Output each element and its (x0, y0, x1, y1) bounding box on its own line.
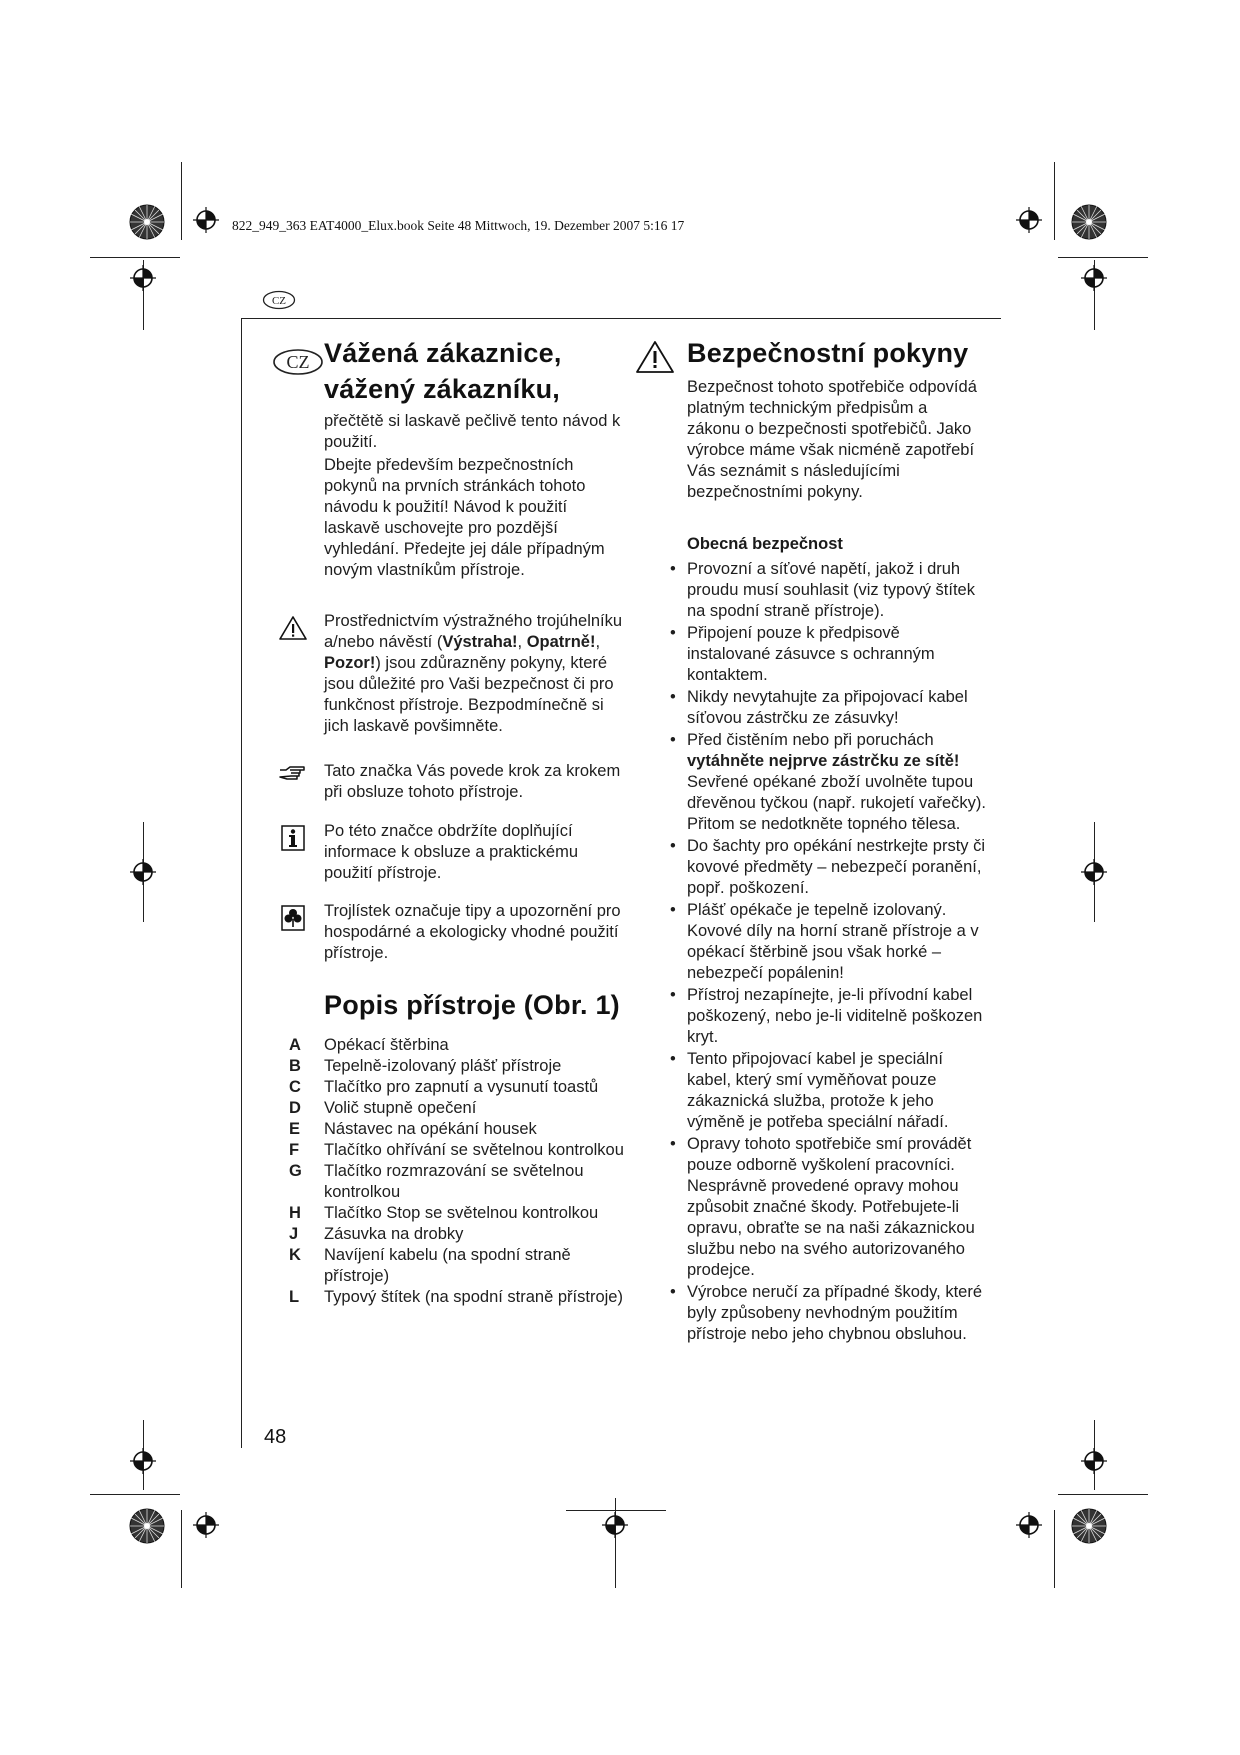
parts-item (272, 1203, 632, 1224)
color-wheel-mark (129, 1508, 165, 1544)
registration-mark (1016, 207, 1042, 233)
parts-letter: D (289, 1099, 301, 1117)
parts-text: Navíjení kabelu (na spodní straně přístroje) (324, 1246, 571, 1285)
parts-title: Popis přístroje (Obr. 1) (324, 990, 620, 1020)
crop-line (1058, 257, 1148, 258)
parts-item (272, 1119, 632, 1140)
registration-mark (130, 265, 156, 291)
greeting-title-line2: vážený zákazníku, (324, 374, 561, 404)
print-header: 822_949_363 EAT4000_Elux.book Seite 48 Mittwoch, 19. Dezember 2007 5:16 17 (232, 218, 685, 233)
warning-text-before: Prostřednictvím výstražného trojúhelníku a/nebo návěstí ( (324, 612, 623, 651)
registration-mark (130, 859, 156, 885)
safety-bullet: • Připojení pouze k předpisově instalované zásuvce s ochranným kontaktem. (687, 623, 987, 686)
parts-letter: K (289, 1246, 301, 1264)
symbol-warning-text (324, 611, 624, 737)
warning-triangle-icon (278, 615, 308, 641)
color-wheel-mark (129, 204, 165, 240)
parts-item (272, 1287, 632, 1308)
safety-heading (687, 335, 997, 371)
parts-text: Typový štítek (na spodní straně přístroje) (324, 1288, 623, 1306)
warning-word-pozor: Pozor! (324, 654, 376, 672)
parts-text: Tepelně-izolovaný plášť přístroje (324, 1057, 562, 1075)
parts-heading (324, 987, 634, 1023)
crop-line (181, 162, 182, 240)
symbol-info-text: Po této značce obdržíte doplňující informace k obsluze a praktickému použití přístroje. (324, 822, 579, 882)
parts-text: Tlačítko pro zapnutí a vysunutí toastů (324, 1078, 599, 1096)
parts-letter: F (289, 1141, 300, 1159)
registration-mark (1081, 859, 1107, 885)
crop-line (181, 1510, 182, 1588)
warning-triangle-icon (635, 340, 675, 374)
warning-text-after: ) jsou zdůrazněny pokyny, které jsou důležité pro Vaši bezpečnost či pro funkčnost přístroje. Bezpodmínečně si jich laskavě povšimněte. (324, 654, 614, 735)
crop-line (1054, 162, 1055, 240)
clover-icon (278, 905, 308, 931)
parts-letter: B (289, 1057, 301, 1075)
pointing-hand-icon (278, 761, 308, 787)
registration-mark (1081, 1448, 1107, 1474)
greeting-paragraph: Dbejte především bezpečnostních pokynů na prvních stránkách tohoto návodu k použití! Návod k použití laskavě uschovejte pro pozdější vyhledání. Předejte jej dále případným novým vlastníkům přístroje. (324, 456, 605, 579)
greeting-intro (324, 411, 624, 583)
safety-bullet: • Provozní a síťové napětí, jakož i druh proudu musí souhlasit (viz typový štítek na spodní straně přístroje). (687, 559, 987, 622)
parts-list (272, 1035, 632, 1308)
parts-item (272, 1077, 632, 1098)
safety-bullet: • Opravy tohoto spotřebiče smí provádět pouze odborně vyškolení pracovníci. Nesprávně provedené opravy mohou způsobit značné škody. Potřebujete-li opravu, obraťte se na naši zákaznickou službu nebo na svého autorizovaného prodejce. (687, 1134, 987, 1281)
bullet-text-after: Sevřené opékané zboží uvolněte tupou dřevěnou tyčkou (např. rukojetí vařečky). Přitom se nedotkněte topného tělesa. (687, 773, 986, 833)
warning-word-vystraha: Výstraha! (442, 633, 518, 651)
parts-text: Opékací štěrbina (324, 1036, 449, 1054)
frame-left-line (241, 318, 242, 1448)
language-badge (272, 348, 324, 376)
language-badge-small (262, 290, 296, 310)
parts-text: Nástavec na opékání housek (324, 1120, 537, 1138)
crop-line (1054, 1510, 1055, 1588)
symbol-step-text: Tato značka Vás povede krok za krokem při obsluze tohoto přístroje. (324, 762, 621, 801)
registration-mark (602, 1512, 628, 1538)
registration-mark (193, 207, 219, 233)
safety-bullet: • Výrobce neručí za případné škody, které byly způsobeny nevhodným použitím přístroje nebo jeho chybnou obsluhou. (687, 1282, 987, 1345)
svg-text:CZ: CZ (271, 295, 287, 307)
safety-bullet: • Tento připojovací kabel je speciální kabel, který smí vyměňovat pouze zákaznická služba, protože k jeho výměně je potřeba speciální nářadí. (687, 1049, 987, 1133)
registration-mark (1016, 1512, 1042, 1538)
parts-item (272, 1098, 632, 1119)
parts-letter: J (289, 1225, 299, 1243)
page-number: 48 (264, 1426, 287, 1448)
color-wheel-mark (1071, 1508, 1107, 1544)
registration-mark (1081, 265, 1107, 291)
separator: , (517, 633, 527, 651)
registration-mark (193, 1512, 219, 1538)
parts-item (272, 1245, 632, 1287)
parts-item (272, 1161, 632, 1203)
symbol-tip-text: Trojlístek označuje tipy a upozornění pro hospodárné a ekologicky vhodné použití přístroje. (324, 902, 621, 962)
bullet-text-before: Před čistěním nebo při poruchách (687, 731, 934, 749)
parts-letter: C (289, 1078, 301, 1096)
parts-text: Tlačítko Stop se světelnou kontrolkou (324, 1204, 599, 1222)
crop-line (1058, 1494, 1148, 1495)
crop-line (566, 1510, 666, 1511)
parts-letter: A (289, 1036, 301, 1054)
crop-line (90, 1494, 180, 1495)
parts-item (272, 1035, 632, 1056)
separator: , (595, 633, 601, 651)
safety-bullet: • Přístroj nezapínejte, je-li přívodní kabel poškozený, nebo je-li viditelně poškozen kryt. (687, 985, 987, 1048)
greeting-heading (324, 335, 634, 407)
general-safety-heading: Obecná bezpečnost (687, 535, 843, 553)
registration-mark (130, 1448, 156, 1474)
safety-intro: Bezpečnost tohoto spotřebiče odpovídá platným technickým předpisům a zákonu o bezpečnosti spotřebičů. Jako výrobce máme však nicméně zapotřebí Vás seznámit s následujícími bezpečnostními pokyny. (687, 378, 977, 501)
parts-item (272, 1140, 632, 1161)
info-icon (278, 825, 308, 851)
parts-text: Tlačítko rozmrazování se světelnou kontrolkou (324, 1162, 584, 1201)
warning-word-opatrne: Opatrně! (526, 633, 596, 651)
crop-line (90, 257, 180, 258)
parts-item (272, 1056, 632, 1077)
parts-item (272, 1224, 632, 1245)
parts-letter: H (289, 1204, 301, 1222)
greeting-paragraph: přečtětě si laskavě pečlivě tento návod k použití. (324, 412, 621, 451)
parts-letter: L (289, 1288, 300, 1306)
safety-bullet: • Nikdy nevytahujte za připojovací kabel síťovou zástrčku ze zásuvky! (687, 687, 987, 729)
greeting-title-line1: Vážená zákaznice, (324, 338, 562, 368)
safety-bullet (687, 730, 987, 835)
safety-title: Bezpečnostní pokyny (687, 338, 969, 368)
svg-text:CZ: CZ (286, 352, 310, 372)
safety-bullet: • Plášť opékače je tepelně izolovaný. Kovové díly na horní straně přístroje a v opékací štěrbině jsou však horké – nebezpečí popálenin! (687, 900, 987, 984)
safety-bullet: • Do šachty pro opékání nestrkejte prsty či kovové předměty – nebezpečí poranění, popř. poškození. (687, 836, 987, 899)
parts-letter: E (289, 1120, 301, 1138)
parts-letter: G (289, 1162, 302, 1180)
bullet-text-bold: vytáhněte nejprve zástrčku ze sítě! (687, 752, 960, 770)
parts-text: Volič stupně opečení (324, 1099, 477, 1117)
color-wheel-mark (1071, 204, 1107, 240)
frame-top-line (241, 318, 1001, 319)
parts-text: Zásuvka na drobky (324, 1225, 464, 1243)
safety-bullets (687, 559, 987, 1346)
parts-text: Tlačítko ohřívání se světelnou kontrolkou (324, 1141, 624, 1159)
